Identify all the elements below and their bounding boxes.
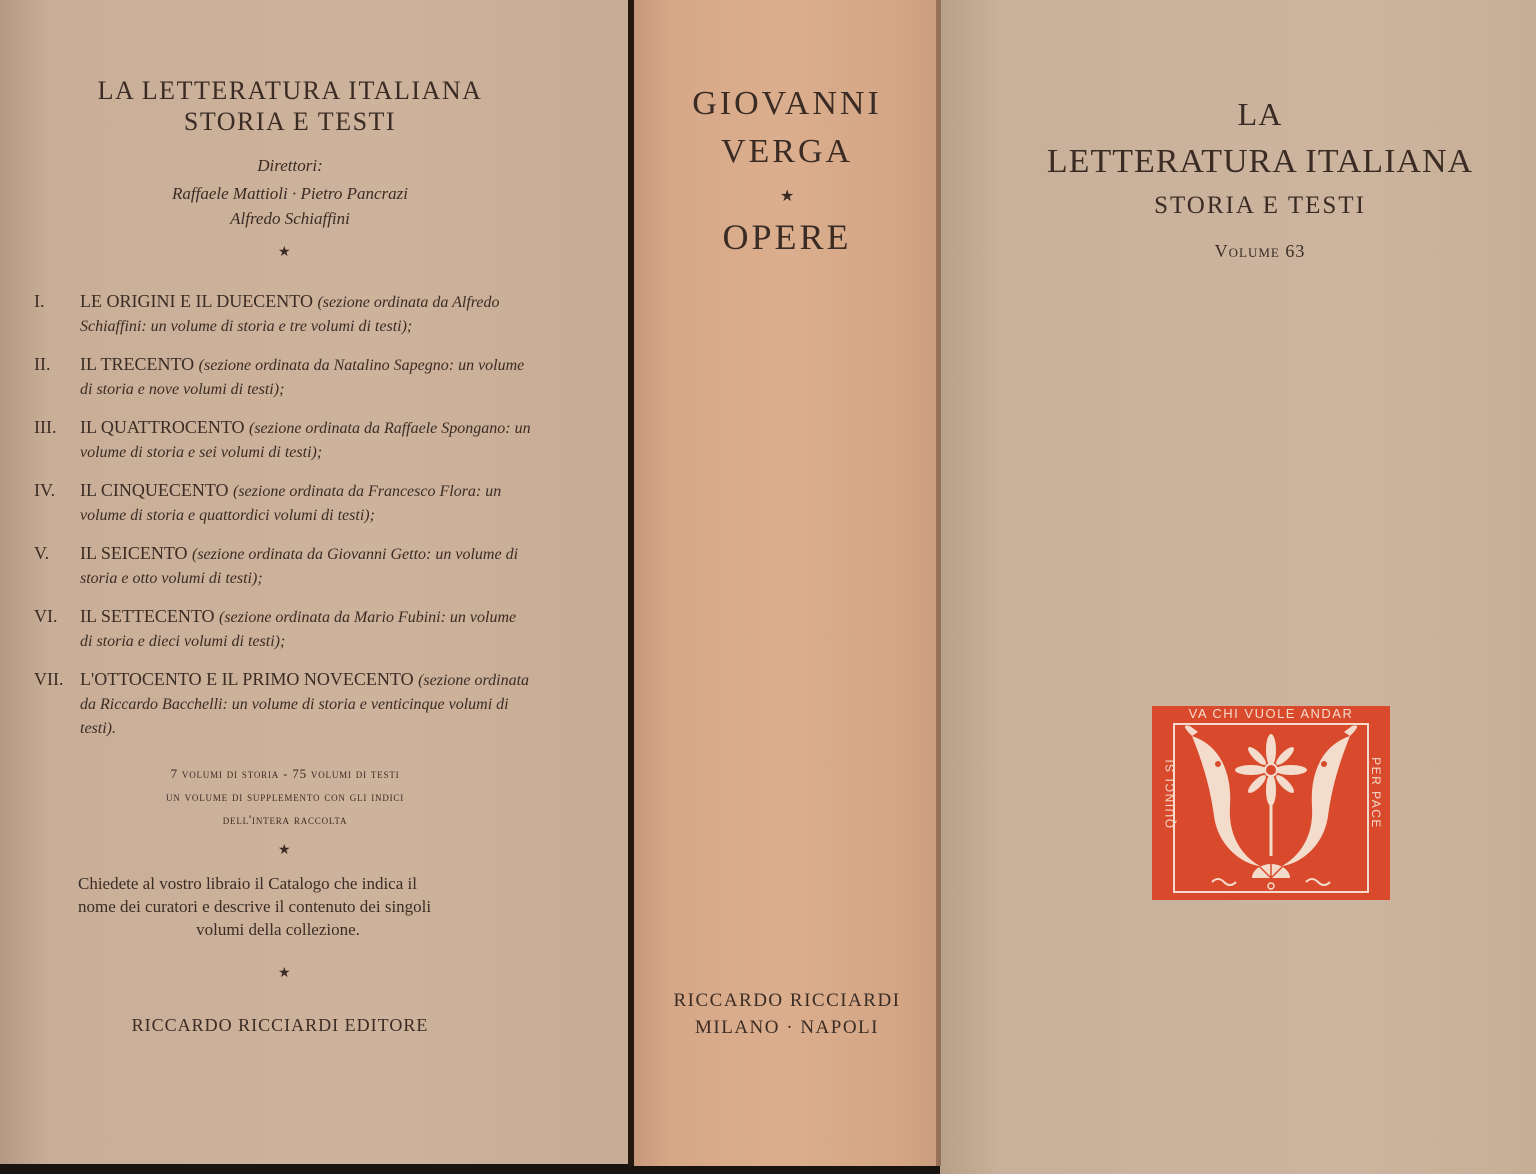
volume-heading: IL QUATTROCENTO: [80, 417, 245, 437]
volume-number: I.: [34, 291, 45, 311]
volume-description: (sezione ordinata da Francesco Flora: un volume di storia e quattordici volumi di testi);: [80, 483, 502, 524]
dolphins-emblem-icon: [1152, 706, 1390, 900]
flap-series-subtitle: STORIA E TESTI: [183, 107, 397, 136]
emblem-motto-right: PER PACE: [1369, 757, 1383, 829]
volume-description: (sezione ordinata da Natalino Sapegno: un volume di storia e nove volumi di testi);: [80, 357, 525, 398]
cover-title-la: LA: [1237, 96, 1283, 132]
spine-publisher-city: MILANO · NAPOLI: [695, 1017, 879, 1038]
ornament-star: ★: [780, 188, 795, 205]
directors-label: Direttori:: [257, 156, 323, 175]
catalog-line-2: nome dei curatori e descrive il contenuto dei singoli: [78, 897, 432, 916]
emblem-motto-top: VA CHI VUOLE ANDAR: [1188, 706, 1354, 721]
catalog-line-3: volumi della collezione.: [196, 920, 360, 939]
flap-series-title: LA LETTERATURA ITALIANA: [97, 76, 483, 105]
catalog-note: [78, 872, 498, 941]
cover-subtitle: STORIA E TESTI: [1154, 192, 1366, 219]
volume-heading: IL TRECENTO: [80, 354, 195, 374]
cover-volume-label: Volume 63: [1214, 241, 1306, 261]
directors-line-2: Alfredo Schiaffini: [230, 209, 350, 228]
volume-description: (sezione ordinata da Alfredo Schiaffini: un volume di storia e tre volumi di testi);: [80, 294, 500, 335]
volume-heading: L'OTTOCENTO E IL PRIMO NOVECENTO: [80, 669, 414, 689]
volume-number: V.: [34, 543, 50, 563]
publisher-emblem: [1152, 706, 1390, 900]
ornament-star: ★: [278, 245, 291, 260]
volume-description: (sezione ordinata da Mario Fubini: un volume di storia e dieci volumi di testi);: [80, 609, 517, 650]
spine-author-last: VERGA: [720, 133, 854, 170]
summary-line-2: un volume di supplemento con gli indici: [165, 789, 405, 804]
collection-summary: [40, 762, 530, 831]
volume-description: (sezione ordinata da Riccardo Bacchelli: un volume di storia e venticinque volumi di testi).: [80, 672, 530, 737]
ornament-star: ★: [278, 843, 291, 858]
volume-description: (sezione ordinata da Giovanni Getto: un volume di storia e otto volumi di testi);: [80, 546, 519, 587]
volume-number: III.: [34, 417, 57, 437]
spine-author-first: GIOVANNI: [692, 85, 882, 122]
directors-line-1: Raffaele Mattioli · Pietro Pancrazi: [172, 184, 408, 203]
volume-heading: IL SEICENTO: [80, 543, 188, 563]
volume-heading: IL SETTECENTO: [80, 606, 215, 626]
cover-title: LETTERATURA ITALIANA: [1046, 143, 1474, 180]
volume-heading: LE ORIGINI E IL DUECENTO: [80, 291, 313, 311]
summary-line-1: 7 volumi di storia - 75 volumi di testi: [170, 766, 400, 781]
flap-publisher: RICCARDO RICCIARDI EDITORE: [131, 1015, 429, 1035]
spine-publisher: RICCARDO RICCIARDI: [673, 990, 901, 1011]
volume-number: IV.: [34, 480, 56, 500]
volume-number: II.: [34, 354, 51, 374]
volume-heading: IL CINQUECENTO: [80, 480, 229, 500]
volume-description: (sezione ordinata da Raffaele Spongano: un volume di storia e sei volumi di testi);: [80, 420, 531, 461]
spine-title: OPERE: [722, 217, 852, 257]
summary-line-3: dell'intera raccolta: [222, 812, 348, 827]
volume-number: VI.: [34, 606, 58, 626]
directors-names: [40, 181, 540, 231]
emblem-motto-left: QUINCI SI: [1163, 757, 1177, 829]
ornament-star: ★: [278, 966, 291, 981]
catalog-line-1: Chiedete al vostro libraio il Catalogo che indica il: [78, 874, 417, 893]
volume-number: VII.: [34, 669, 64, 689]
